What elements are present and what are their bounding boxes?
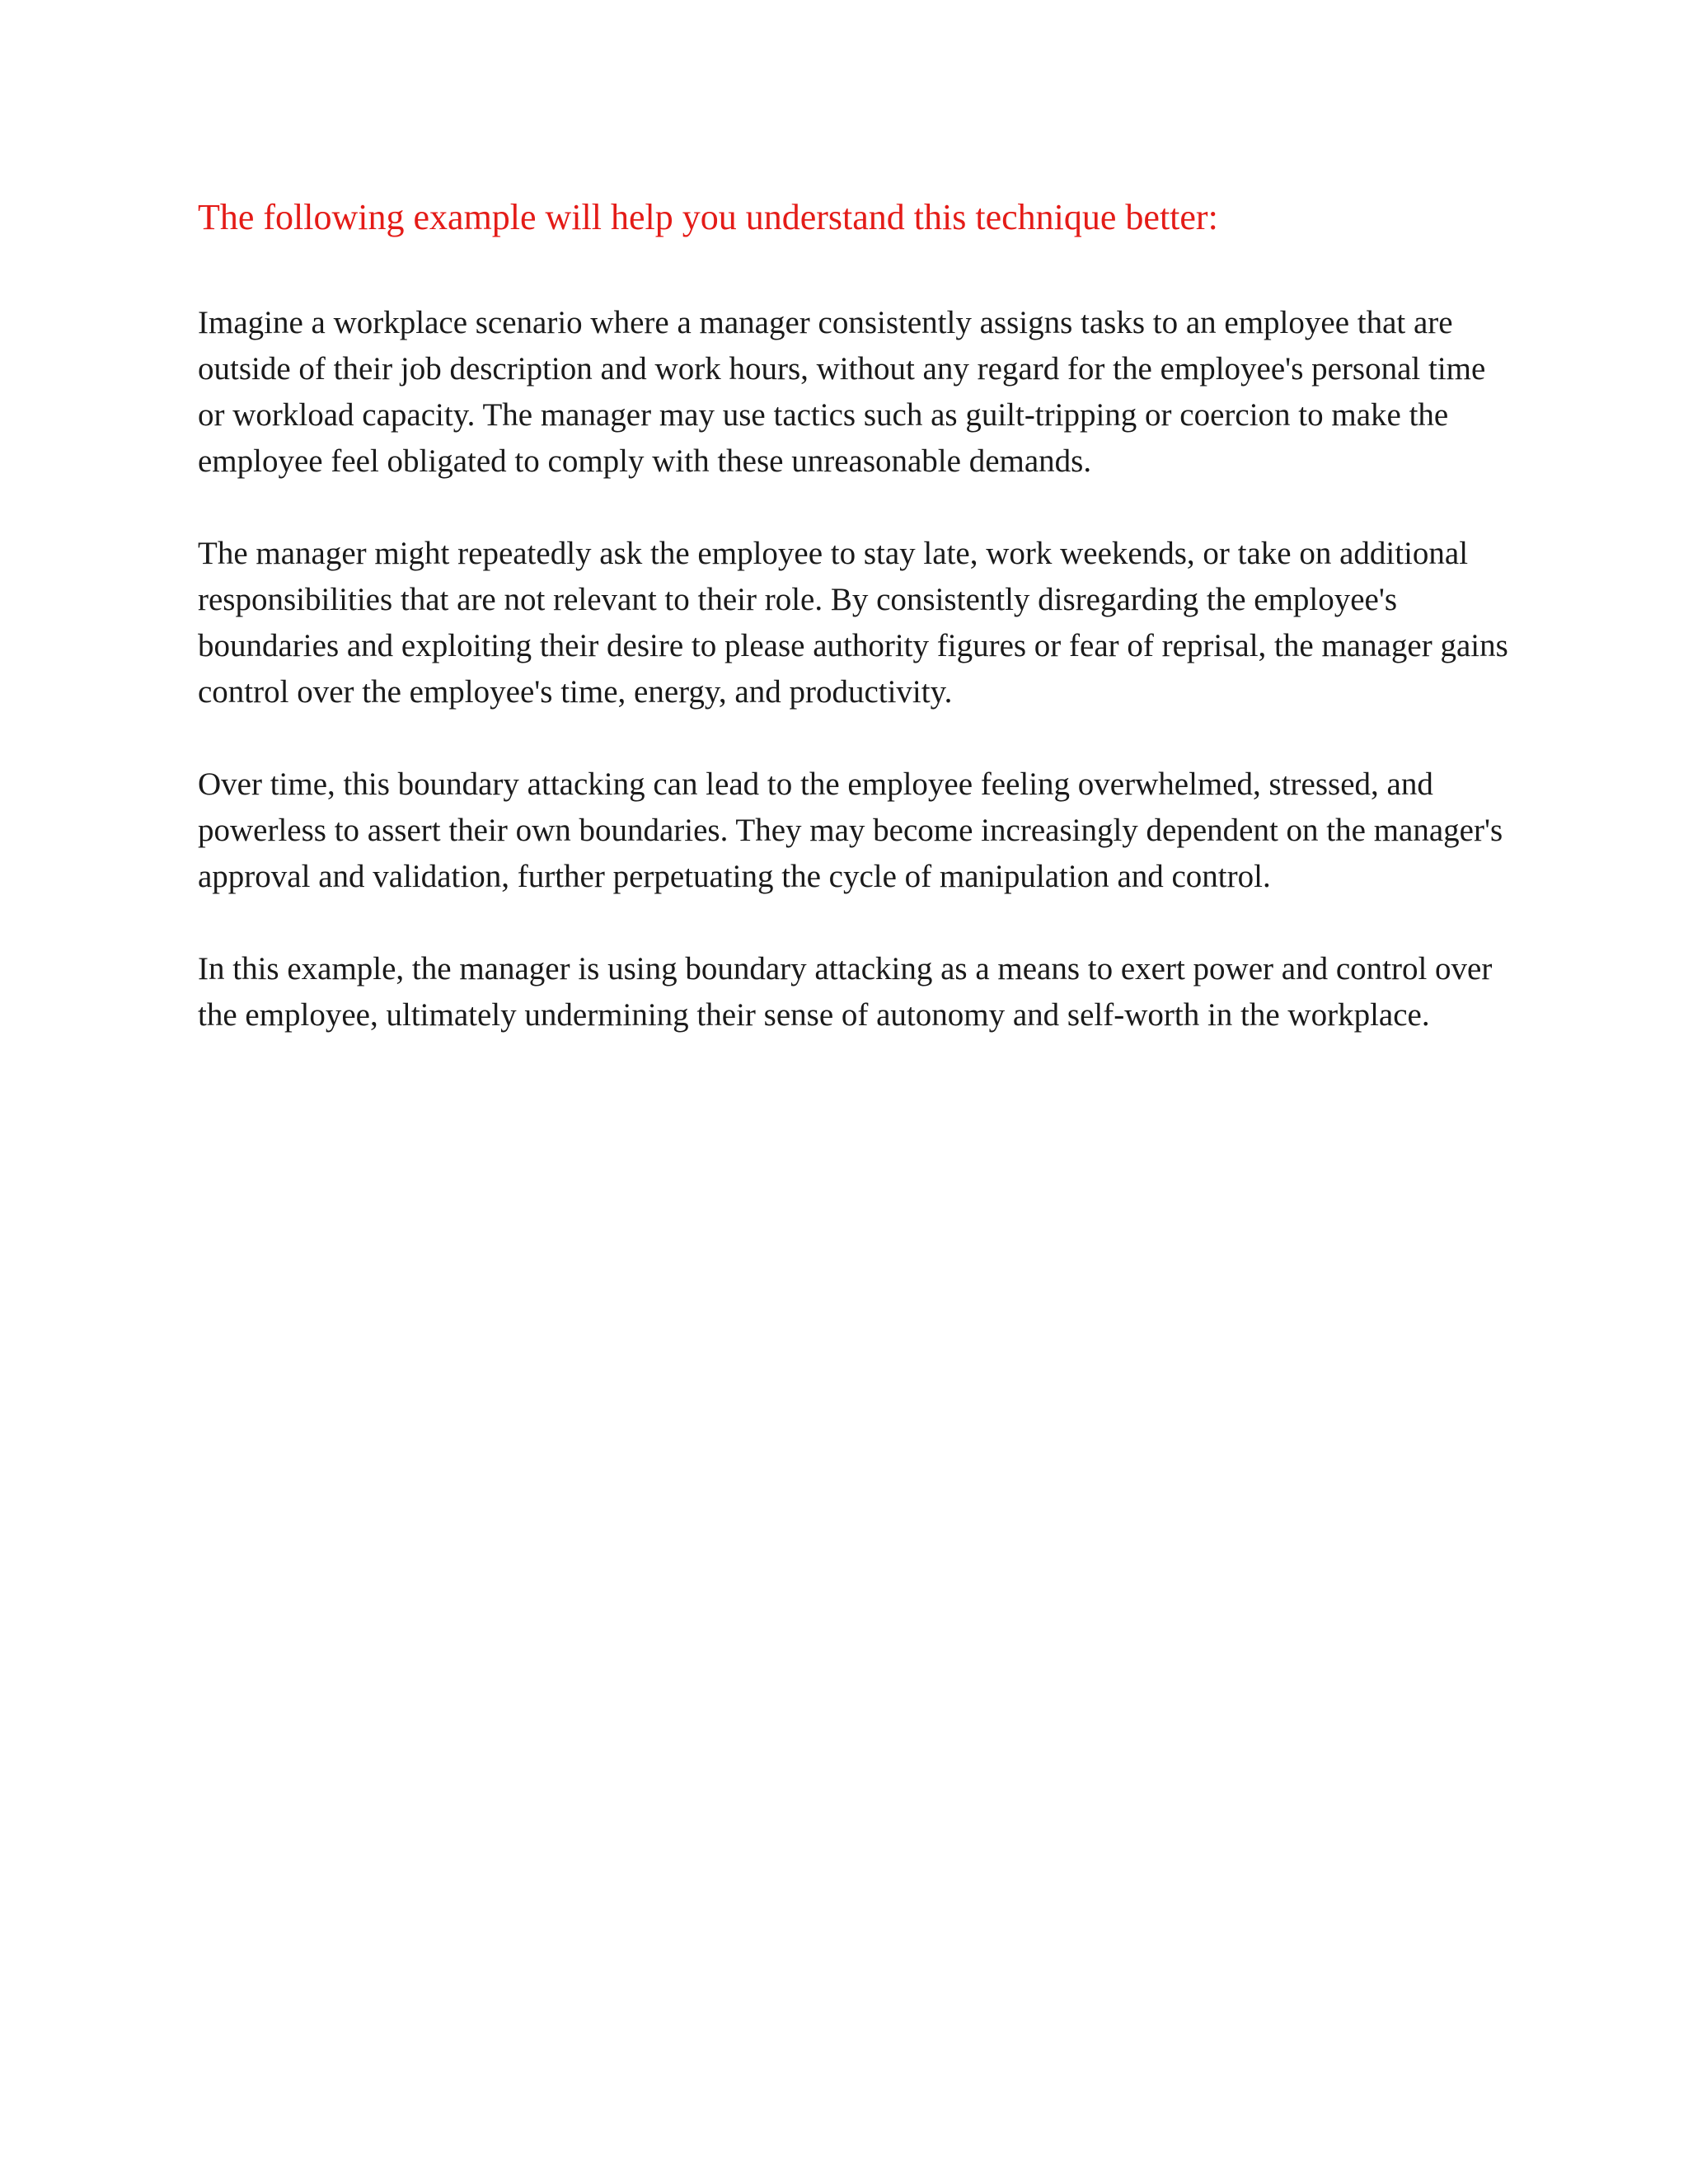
document-content — [198, 194, 1517, 1038]
paragraph-3: Over time, this boundary attacking can lead to the employee feeling overwhelmed, stressed, and powerless to assert their own boundaries. They may become increasingly dependent on the manager's approval and validation, further perpetuating the cycle of manipulation and control. — [198, 766, 1503, 894]
paragraph-4: In this example, the manager is using boundary attacking as a means to exert power and control over the employee, ultimately undermining their sense of autonomy and self-worth in the workplace. — [198, 951, 1493, 1033]
paragraph-1: Imagine a workplace scenario where a manager consistently assigns tasks to an employee that are outside of their job description and work hours, without any regard for the employee's personal time or workload capacity. The manager may use tactics such as guilt-tripping or coercion to make the employee feel obligated to comply with these unreasonable demands. — [198, 305, 1486, 479]
paragraph-2: The manager might repeatedly ask the employee to stay late, work weekends, or take on additional responsibilities that are not relevant to their role. By consistently disregarding the employee's boundaries and exploiting their desire to please authority figures or fear of reprisal, the manager gains control over the employee's time, energy, and productivity. — [198, 536, 1508, 710]
section-heading: The following example will help you understand this technique better: — [198, 197, 1218, 237]
